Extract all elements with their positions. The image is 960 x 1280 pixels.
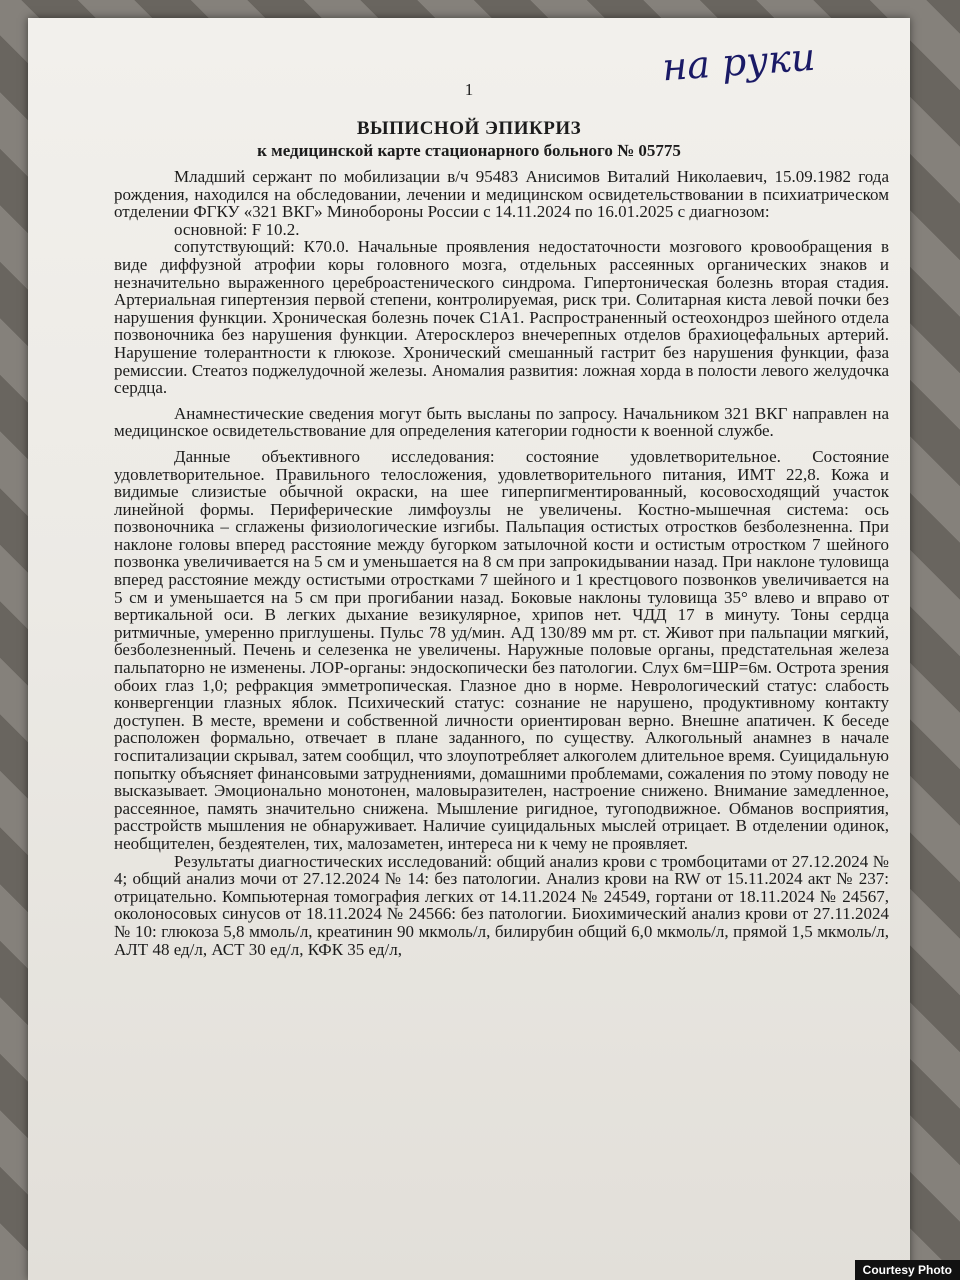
paragraph-anamnesis: Анамнестические сведения могут быть высланы по запросу. Начальником 321 ВКГ направлен на медицинское освидетельствование для определения категории годности к военной службе. [114,403,889,441]
document-title: ВЫПИСНОЙ ЭПИКРИЗ [356,118,582,139]
page-number: 1 [464,80,474,99]
paragraph-intro: Младший сержант по мобилизации в/ч 95483 Анисимов Виталий Николаевич, 15.09.1982 года рождения, находился на обследовании, лечении и медицинском освидетельствовании в психиатрическом отделении ФГКУ «321 ВКГ» Минобороны России с 14.11.2024 по 16.01.2025 с диагнозом: [114,167,889,222]
paragraph-main-diagnosis: основной: F 10.2. [174,219,300,239]
photo-credit: Courtesy Photo [855,1260,960,1280]
handwritten-note: на руки [660,34,817,90]
document-body [114,168,889,958]
paragraph-results: Результаты диагностических исследований: общий анализ крови с тромбоцитами от 27.12.2024 № 4; общий анализ мочи от 27.12.2024 № 14: без патологии. Анализ крови на RW от 15.11.2024 акт № 237: отрицательно. Компьютерная томография легких от 14.11.2024 № 24549, гортани от 18.11.2024 № 24567, околоносовых синусов от 18.11.2024 № 24566: без патологии. Биохимический анализ крови от 27.11.2024 № 10: глюкоза 5,8 ммоль/л, креатинин 90 мкмоль/л, билирубин общий 6,0 мкмоль/л, прямой 1,5 мкмоль/л, АЛТ 48 ед/л, АСТ 30 ед/л, КФК 35 ед/л, [114,851,889,959]
document-sheet [28,18,910,1280]
paragraph-examination: Данные объективного исследования: состояние удовлетворительное. Состояние удовлетворительное. Правильного телосложения, удовлетворительного питания, ИМТ 22,8. Кожа и видимые слизистые обычной окраски, на шее гиперпигментированный, косовосходящий участок линейной формы. Периферические лимфоузлы не увеличены. Костно-мышечная система: ось позвоночника – сглажены физиологические изгибы. Пальпация остистых отростков безболезненна. При наклоне головы вперед расстояние между бугорком затылочной кости и остистым отростком 7 шейного позвонка увеличивается на 5 см и уменьшается на 8 см при запрокидывании назад. При наклоне туловища вперед расстояние между остистыми отростками 7 шейного и 1 крестцового позвонков увеличивается на 5 см и уменьшается на 5 см при прогибании назад. Боковые наклоны туловища 35° влево и вправо от вертикальной оси. В легких дыхание везикулярное, хрипов нет. ЧДД 17 в минуту. Тоны сердца ритмичные, умеренно приглушены. Пульс 78 уд/мин. АД 130/89 мм рт. ст. Живот при пальпации мягкий, безболезненный. Печень и селезенка не увеличены. Наружные половые органы, предстательная железа пальпаторно не изменены. ЛОР-органы: эндоскопически без патологии. Слух 6м=ШР=6м. Острота зрения обоих глаз 1,0; рефракция эмметропическая. Глазное дно в норме. Неврологический статус: слабость конвергенции глазных яблок. Психический статус: сознание не нарушено, продуктивному контакту доступен. В месте, времени и собственной личности ориентирован верно. Внешне апатичен. К беседе расположен формально, отвечает в плане заданного, по существу. Алкогольный анамнез в начале госпитализации скрывал, затем сообщил, что злоупотребляет алкоголем длительное время. Суицидальную попытку объясняет финансовыми затруднениями, домашними проблемами, сожаления по этому поводу не высказывает. Эмоционально монотонен, маловыразителен, настроение снижено. Внимание замедленное, рассеянное, память значительно снижена. Мышление ригидное, тугоподвижное. Обманов восприятия, расстройств мышления не обнаруживает. Наличие суицидальных мыслей отрицает. В отделении одинок, необщителен, бездеятелен, тих, малозаметен, интереса ни к чему не проявляет. [114,446,889,853]
document-subtitle: к медицинской карте стационарного больного № 05775 [257,141,681,160]
paragraph-comorbid-diagnosis: сопутствующий: К70.0. Начальные проявления недостаточности мозгового кровообращения в виде диффузной атрофии коры головного мозга, отдельных рассеянных органических знаков и незначительно выраженного цереброастенического синдрома. Гипертоническая болезнь вторая стадия. Артериальная гипертензия первой степени, контролируемая, риск три. Солитарная киста левой почки без нарушения функции. Хроническая болезнь почек С1А1. Распространенный остеохондроз шейного отдела позвоночника без нарушения функции. Атеросклероз внечерепных отделов брахиоцефальных артерий. Нарушение толерантности к глюкозе. Хронический смешанный гастрит без нарушения функции, фаза ремиссии. Стеатоз поджелудочной железы. Аномалия развития: ложная хорда в полости левого желудочка сердца. [114,237,889,398]
